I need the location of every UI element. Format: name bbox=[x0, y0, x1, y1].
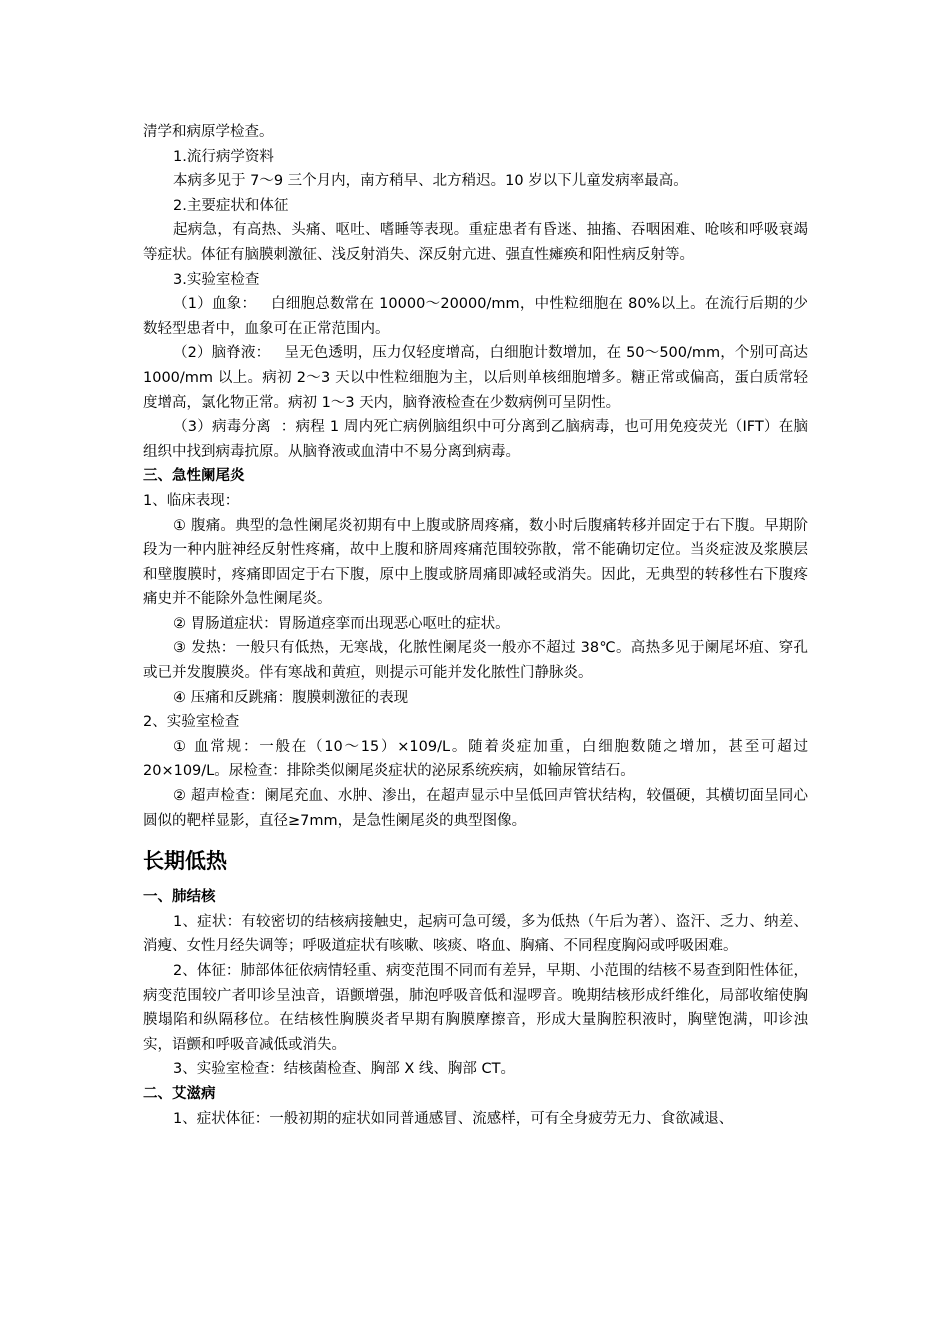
paragraph: 2、体征：肺部体征依病情轻重、病变范围不同而有差异，早期、小范围的结核不易查到阳性体征，病变范围较广者叩诊呈浊音，语颤增强，肺泡呼吸音低和湿啰音。晚期结核形成纤维化，局部收缩使胸膜塌陷和纵隔移位。在结核性胸膜炎者早期有胸膜摩擦音，形成大量胸腔积液时，胸壁饱满，叩诊浊实，语颤和呼吸音减低或消失。 bbox=[143, 963, 808, 1053]
paragraph: ③ 发热：一般只有低热，无寒战，化脓性阑尾炎一般亦不超过 38℃。高热多见于阑尾坏疽、穿孔或已并发腹膜炎。伴有寒战和黄疸，则提示可能并发化脓性门静脉炎。 bbox=[143, 640, 808, 682]
paragraph: 3、实验室检查：结核菌检查、胸部 X 线、胸部 CT。 bbox=[173, 1061, 515, 1078]
subheading: 1.流行病学资料 bbox=[173, 148, 274, 165]
section-heading: 二、艾滋病 bbox=[143, 1085, 216, 1102]
subheading: 2.主要症状和体征 bbox=[173, 197, 289, 214]
paragraph: （3）病毒分离 ：病程 1 周内死亡病例脑组织中可分离到乙脑病毒，也可用免疫荧光（IFT）在脑组织中找到病毒抗原。从脑脊液或血清中不易分离到病毒。 bbox=[143, 419, 808, 460]
paragraph: 1、症状体征：一般初期的症状如同普通感冒、流感样，可有全身疲劳无力、食欲减退、 bbox=[173, 1110, 734, 1127]
paragraph: 清学和病原学检查。 bbox=[143, 124, 274, 140]
paragraph: （2）脑脊液： 呈无色透明，压力仅轻度增高，白细胞计数增加，在 50～500/mm，个别可高达 1000/mm 以上。病初 2～3 天以中性粒细胞为主，以后则单核细胞增多。糖正常或偏高，蛋白质常轻度增高，氯化物正常。病初 1～3 天内，脑脊液检查在少数病例可呈阴性。 bbox=[143, 345, 813, 411]
section-heading: 三、急性阑尾炎 bbox=[143, 468, 245, 485]
paragraph: 本病多见于 7～9 三个月内，南方稍早、北方稍迟。10 岁以下儿童发病率最高。 bbox=[173, 173, 688, 190]
paragraph: ② 胃肠道症状：胃肠道痉挛而出现恶心呕吐的症状。 bbox=[173, 615, 510, 632]
paragraph: （1）血象： 白细胞总数常在 10000～20000/mm，中性粒细胞在 80%以上。在流行后期的少数轻型患者中，血象可在正常范围内。 bbox=[143, 296, 808, 337]
chapter-heading: 长期低热 bbox=[143, 849, 227, 874]
paragraph: ④ 压痛和反跳痛：腹膜刺激征的表现 bbox=[173, 689, 409, 706]
subheading: 1、临床表现： bbox=[143, 492, 240, 509]
subheading: 3.实验室检查 bbox=[173, 271, 260, 288]
document-page bbox=[143, 120, 813, 1131]
paragraph: ② 超声检查：阑尾充血、水肿、渗出，在超声显示中呈低回声管状结构，较僵硬，其横切面呈同心圆似的靶样显影，直径≥7mm，是急性阑尾炎的典型图像。 bbox=[143, 788, 808, 829]
section-heading: 一、肺结核 bbox=[143, 889, 216, 906]
subheading: 2、实验室检查 bbox=[143, 714, 240, 731]
paragraph: ① 血常规：一般在（10～15）×109/L。随着炎症加重，白细胞数随之增加，甚至可超过 20×109/L。尿检查：排除类似阑尾炎症状的泌尿系统疾病，如输尿管结石。 bbox=[143, 738, 808, 780]
paragraph: 起病急，有高热、头痛、呕吐、嗜睡等表现。重症患者有昏迷、抽搐、吞咽困难、呛咳和呼吸衰竭等症状。体征有脑膜刺激征、浅反射消失、深反射亢进、强直性瘫痪和阳性病反射等。 bbox=[143, 222, 808, 263]
paragraph: 1、症状：有较密切的结核病接触史，起病可急可缓，多为低热（午后为著）、盗汗、乏力、纳差、消瘦、女性月经失调等；呼吸道症状有咳嗽、咳痰、咯血、胸痛、不同程度胸闷或呼吸困难。 bbox=[143, 913, 808, 955]
paragraph: ① 腹痛。典型的急性阑尾炎初期有中上腹或脐周疼痛，数小时后腹痛转移并固定于右下腹。早期阶段为一种内脏神经反射性疼痛，故中上腹和脐周疼痛范围较弥散，常不能确切定位。当炎症波及浆膜层和壁腹膜时，疼痛即固定于右下腹，原中上腹或脐周痛即减轻或消失。因此，无典型的转移性右下腹疼痛史并不能除外急性阑尾炎。 bbox=[143, 517, 808, 608]
